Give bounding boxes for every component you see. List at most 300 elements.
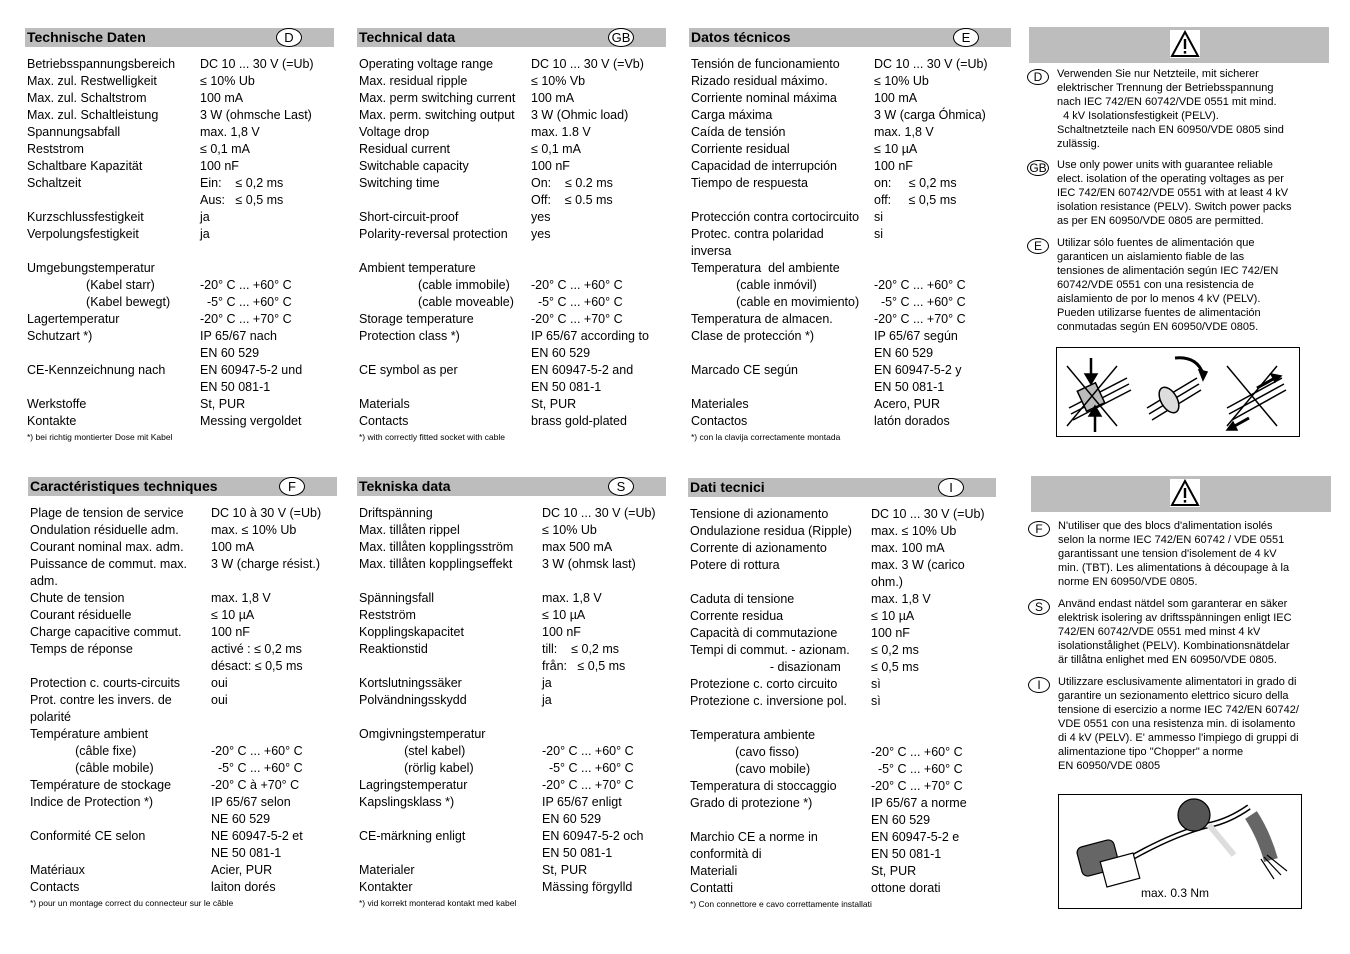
warning-text <box>1058 597 1292 667</box>
spec-label: CE symbol as per <box>359 363 458 377</box>
spec-row <box>357 777 666 794</box>
spec-row <box>357 811 666 828</box>
spec-value: sì <box>871 677 881 691</box>
warning-line: 60742/VDE 0551 con una resistencia de <box>1057 279 1254 291</box>
warning-line: tensiones de alimentación según IEC 742/EN <box>1057 265 1279 277</box>
spec-row <box>28 743 337 760</box>
spec-row <box>689 243 1011 260</box>
spec-value: ≤ 0,2 ms <box>871 643 919 657</box>
spec-row <box>28 556 337 573</box>
warning-line: IEC 742/EN 60742/VDE 0551 with at least 4 kV <box>1057 187 1289 199</box>
spec-value: EN 60947-5-2 and <box>531 363 634 377</box>
spec-value: latón dorados <box>874 414 950 428</box>
spec-label: Max. zul. Restwelligkeit <box>27 74 157 88</box>
spec-label: (cavo fisso) <box>690 745 800 759</box>
spec-row <box>689 379 1011 396</box>
spec-label: Kapslingsklass *) <box>359 795 455 809</box>
spec-value: -5° C ... +60° C <box>542 761 634 775</box>
warning-line: 4 kV Isolationsfestigkeit (PELV). <box>1057 110 1219 122</box>
spec-value: 100 nF <box>542 625 581 639</box>
spec-row <box>357 158 666 175</box>
spec-label: CE-Kennzeichnung nach <box>27 363 166 377</box>
spec-row <box>25 90 334 107</box>
spec-row <box>25 175 334 192</box>
spec-row <box>28 862 337 879</box>
spec-label: polarité <box>30 710 71 724</box>
spec-label: Kopplingskapacitet <box>359 625 464 639</box>
warning-line: isolationstålighet (PELV). Kombinationsnätdelar <box>1058 640 1290 652</box>
warning-line: Utilizar sólo fuentes de alimentación que <box>1057 237 1255 249</box>
section-caracteristiques-techniques <box>28 477 337 909</box>
spec-row <box>28 777 337 794</box>
spec-value: Ein: ≤ 0,2 ms <box>200 176 284 190</box>
spec-row <box>688 693 996 710</box>
spec-label: Courant nominal max. adm. <box>30 540 184 554</box>
warning-header-top <box>1029 27 1329 63</box>
spec-value: till: ≤ 0,2 ms <box>542 642 620 656</box>
spec-label: Restström <box>359 608 416 622</box>
spec-label: Spänningsfall <box>359 591 435 605</box>
spec-label: - disazionam <box>690 660 841 674</box>
spec-label: Materials <box>359 397 410 411</box>
spec-value: max. 1,8 V <box>200 125 260 139</box>
spec-row <box>689 175 1011 192</box>
spec-value: oui <box>211 693 228 707</box>
language-badge: E <box>1027 238 1049 254</box>
spec-value: 100 nF <box>211 625 250 639</box>
spec-value: -5° C ... +60° C <box>874 295 966 309</box>
spec-row <box>689 90 1011 107</box>
warning-triangle-icon <box>1170 479 1200 507</box>
section-title: Dati tecnici <box>690 479 765 495</box>
section-header <box>357 477 666 496</box>
cable-handling-figure <box>1056 347 1300 437</box>
spec-row <box>688 557 996 574</box>
spec-value: -20° C ... +70° C <box>542 778 634 792</box>
spec-label: (cable inmóvil) <box>691 278 817 292</box>
spec-row <box>689 73 1011 90</box>
spec-label: Spannungsabfall <box>27 125 121 139</box>
spec-label: Tensión de funcionamiento <box>691 57 840 71</box>
spec-row <box>688 659 996 676</box>
spec-row <box>688 642 996 659</box>
spec-row <box>357 760 666 777</box>
spec-value: EN 60 529 <box>200 346 260 360</box>
warning-line: N'utiliser que des blocs d'alimentation isolés <box>1058 520 1273 532</box>
spec-label: (cable immobile) <box>359 278 510 292</box>
warning-line: elect. isolation of the operating voltages as per <box>1057 173 1284 185</box>
spec-row <box>357 828 666 845</box>
spec-value: -20° C ... +70° C <box>874 312 966 326</box>
spec-row <box>688 676 996 693</box>
spec-row <box>689 277 1011 294</box>
spec-value: NE 60 529 <box>211 812 271 826</box>
spec-row <box>688 846 996 863</box>
spec-label: Puissance de commut. max. <box>30 557 188 571</box>
spec-label: Capacidad de interrupción <box>691 159 837 173</box>
warning-line: di 4 kV (PELV). E' ammesso l'impiego di gruppi di <box>1058 732 1299 744</box>
spec-row <box>357 124 666 141</box>
warning-line: tensione di esercizio a norme IEC 742/EN 60742/ <box>1058 704 1299 716</box>
spec-label: Max. tillåten rippel <box>359 523 460 537</box>
spec-row <box>357 260 666 277</box>
spec-value: si <box>874 227 884 241</box>
spec-value: EN 60947-5-2 y <box>874 363 962 377</box>
spec-value: 3 W (Ohmic load) <box>531 108 629 122</box>
spec-label: Protection c. courts-circuits <box>30 676 181 690</box>
spec-value: 3 W (ohmsk last) <box>542 557 636 571</box>
spec-label: (Kabel starr) <box>27 278 155 292</box>
spec-value: max. 1,8 V <box>874 125 934 139</box>
spec-value: 100 nF <box>531 159 570 173</box>
spec-row <box>25 56 334 73</box>
warning-line: Utilizzare esclusivamente alimentatori in grado di <box>1058 676 1297 688</box>
spec-row <box>688 710 996 727</box>
spec-label: Storage temperature <box>359 312 474 326</box>
spec-row <box>28 573 337 590</box>
warning-line: garantire un sezionamento elettrico sicuro della <box>1058 690 1289 702</box>
spec-row <box>25 362 334 379</box>
spec-row <box>28 828 337 845</box>
spec-value: St, PUR <box>531 397 577 411</box>
spec-value: EN 50 081-1 <box>542 846 613 860</box>
section-technische-daten <box>25 28 334 443</box>
spec-value: 100 nF <box>200 159 239 173</box>
spec-label: Lagringstemperatur <box>359 778 468 792</box>
spec-label: Betriebsspannungsbereich <box>27 57 176 71</box>
spec-row <box>688 506 996 523</box>
spec-label: Reaktionstid <box>359 642 428 656</box>
spec-row <box>357 692 666 709</box>
spec-label: Temperatura ambiente <box>690 728 816 742</box>
spec-value: EN 50 081-1 <box>871 847 942 861</box>
spec-label: Grado di protezione *) <box>690 796 813 810</box>
spec-label: Schutzart *) <box>27 329 93 343</box>
spec-row <box>28 607 337 624</box>
warning-line: Use only power units with guarantee reliable <box>1057 159 1273 171</box>
spec-label: Operating voltage range <box>359 57 494 71</box>
spec-value: IP 65/67 selon <box>211 795 291 809</box>
spec-row <box>25 192 334 209</box>
warning-line: elektrischer Trennung der Betriebsspannung <box>1057 82 1274 94</box>
spec-row <box>357 539 666 556</box>
spec-value: 3 W (carga Óhmica) <box>874 108 986 122</box>
spec-label: Werkstoffe <box>27 397 87 411</box>
spec-label: Max. tillåten kopplingsström <box>359 540 514 554</box>
spec-value: max. 3 W (carico <box>871 558 965 572</box>
spec-label: Potere di rottura <box>690 558 780 572</box>
section-header <box>28 477 337 496</box>
spec-value: brass gold-plated <box>531 414 627 428</box>
warning-line: isolation resistance (PELV). Switch power packs <box>1057 201 1292 213</box>
section-dati-tecnici <box>688 478 996 910</box>
spec-row <box>688 727 996 744</box>
spec-row <box>28 794 337 811</box>
spec-row <box>357 175 666 192</box>
warning-line: Schaltnetzteile nach EN 60950/VDE 0805 sind <box>1057 124 1284 136</box>
spec-label: Tempi di commut. - azionam. <box>690 643 850 657</box>
spec-row <box>25 311 334 328</box>
spec-row <box>357 794 666 811</box>
spec-label: Voltage drop <box>359 125 430 139</box>
warning-line: är tillåtna enlighet med EN 60950/VDE 0805. <box>1058 654 1277 666</box>
spec-label: Corrente residua <box>690 609 784 623</box>
spec-value: Aus: ≤ 0,5 ms <box>200 193 284 207</box>
spec-label: Materialer <box>359 863 415 877</box>
spec-value: -5° C ... +60° C <box>871 762 963 776</box>
spec-row <box>357 522 666 539</box>
spec-row <box>689 107 1011 124</box>
spec-label: Switching time <box>359 176 440 190</box>
section-title: Technical data <box>359 29 456 45</box>
spec-row <box>357 879 666 896</box>
spec-value: St, PUR <box>542 863 588 877</box>
spec-value: Acero, PUR <box>874 397 940 411</box>
spec-row <box>689 345 1011 362</box>
spec-value: ja <box>200 210 210 224</box>
spec-row <box>357 294 666 311</box>
spec-value: IP 65/67 enligt <box>542 795 622 809</box>
spec-label: (stel kabel) <box>359 744 466 758</box>
spec-row <box>25 124 334 141</box>
spec-row <box>25 73 334 90</box>
warning-triangle-icon <box>1170 30 1200 58</box>
spec-row <box>689 141 1011 158</box>
spec-value: IP 65/67 según <box>874 329 958 343</box>
spec-label: Switchable capacity <box>359 159 469 173</box>
spec-label: Tiempo de respuesta <box>691 176 808 190</box>
section-header <box>688 478 996 497</box>
spec-row <box>25 260 334 277</box>
spec-label: CE-märkning enligt <box>359 829 466 843</box>
spec-label: Conformité CE selon <box>30 829 146 843</box>
spec-value: EN 60 529 <box>871 813 931 827</box>
warning-line: 742/EN 60742/VDE 0551 med minst 4 kV <box>1058 626 1261 638</box>
spec-value: -20° C ... +70° C <box>531 312 623 326</box>
spec-label: Max. tillåten kopplingseffekt <box>359 557 513 571</box>
spec-label: Contacts <box>359 414 409 428</box>
spec-value: off: ≤ 0,5 ms <box>874 193 957 207</box>
spec-row <box>28 590 337 607</box>
spec-row <box>357 675 666 692</box>
spec-label: Polvändningsskydd <box>359 693 467 707</box>
spec-row <box>357 505 666 522</box>
warning-line: Verwenden Sie nur Netzteile, mit sicherer <box>1057 68 1259 80</box>
spec-row <box>25 209 334 226</box>
spec-value: sì <box>871 694 881 708</box>
spec-label: (cavo mobile) <box>690 762 811 776</box>
spec-value: EN 60947-5-2 och <box>542 829 644 843</box>
spec-row <box>28 539 337 556</box>
spec-label: Protection class *) <box>359 329 460 343</box>
footnote: *) bei richtig montierter Dose mit Kabel <box>27 432 173 442</box>
spec-value: Off: ≤ 0.5 ms <box>531 193 613 207</box>
spec-row <box>357 379 666 396</box>
section-title: Tekniska data <box>359 478 451 494</box>
spec-label: Max. zul. Schaltstrom <box>27 91 147 105</box>
spec-value: ja <box>542 676 552 690</box>
spec-row <box>25 345 334 362</box>
spec-row <box>28 760 337 777</box>
language-badge: S <box>608 477 634 496</box>
spec-value: désact: ≤ 0,5 ms <box>211 659 303 673</box>
spec-value: ≤ 0,1 mA <box>531 142 581 156</box>
spec-value: DC 10 ... 30 V (=Ub) <box>874 57 988 71</box>
spec-row <box>689 124 1011 141</box>
warning-text <box>1058 519 1289 589</box>
spec-value: ≤ 10% Ub <box>542 523 597 537</box>
spec-row <box>689 192 1011 209</box>
warning-line: nach IEC 742/EN 60742/VDE 0551 mit mind. <box>1057 96 1277 108</box>
footnote: *) Con connettore e cavo correttamente installati <box>690 899 872 909</box>
language-badge: S <box>1028 599 1050 615</box>
language-badge: F <box>279 477 305 496</box>
spec-label: Courant résiduelle <box>30 608 132 622</box>
warning-text <box>1057 67 1284 151</box>
spec-label: Prot. contre les invers. de <box>30 693 172 707</box>
spec-value: ≤ 10 µA <box>871 609 915 623</box>
spec-label: Corriente residual <box>691 142 790 156</box>
spec-row <box>357 243 666 260</box>
spec-label: Corriente nominal máxima <box>691 91 837 105</box>
warning-text <box>1058 675 1299 773</box>
footnote: *) with correctly fitted socket with cable <box>359 432 505 442</box>
spec-label: Max. perm. switching output <box>359 108 515 122</box>
spec-value: DC 10 ... 30 V (=Ub) <box>542 506 656 520</box>
spec-value: ja <box>542 693 552 707</box>
spec-label: Protec. contra polaridad <box>691 227 824 241</box>
spec-value: max. 1,8 V <box>542 591 602 605</box>
warning-line: VDE 0551 con una resistenza min. di isolamento <box>1058 718 1296 730</box>
spec-row <box>28 811 337 828</box>
section-header <box>357 28 666 47</box>
spec-row <box>357 590 666 607</box>
language-badge: I <box>938 478 964 497</box>
spec-label: Polarity-reversal protection <box>359 227 508 241</box>
spec-row <box>357 73 666 90</box>
spec-row <box>28 505 337 522</box>
spec-value: on: ≤ 0,2 ms <box>874 176 957 190</box>
spec-value: oui <box>211 676 228 690</box>
spec-row <box>689 226 1011 243</box>
spec-label: Carga máxima <box>691 108 773 122</box>
spec-value: DC 10 à 30 V (=Ub) <box>211 506 322 520</box>
spec-value: 100 mA <box>874 91 918 105</box>
spec-label: Kontakte <box>27 414 77 428</box>
spec-label: adm. <box>30 574 58 588</box>
spec-row <box>689 413 1011 430</box>
warning-line: Pueden utilizarse fuentes de alimentación <box>1057 307 1261 319</box>
warning-line: min. (TBT). Les alimentations à découpage à la <box>1058 562 1290 574</box>
spec-label: Protección contra cortocircuito <box>691 210 860 224</box>
spec-label: Rizado residual máximo. <box>691 74 828 88</box>
spec-value: -20° C à +70° C <box>211 778 300 792</box>
spec-value: ≤ 10% Ub <box>200 74 255 88</box>
spec-value: EN 60 529 <box>874 346 934 360</box>
spec-row <box>688 523 996 540</box>
spec-value: EN 60947-5-2 e <box>871 830 960 844</box>
spec-row <box>689 396 1011 413</box>
spec-label: Max. zul. Schaltleistung <box>27 108 159 122</box>
section-datos-tecnicos <box>689 28 1011 443</box>
spec-value: EN 50 081-1 <box>200 380 271 394</box>
spec-row <box>357 556 666 573</box>
spec-value: activé : ≤ 0,2 ms <box>211 642 302 656</box>
spec-label: Contacts <box>30 880 80 894</box>
language-badge: I <box>1028 677 1050 693</box>
spec-value: max. 100 mA <box>871 541 945 555</box>
spec-value: -5° C ... +60° C <box>211 761 303 775</box>
spec-value: 100 mA <box>211 540 255 554</box>
spec-row <box>25 226 334 243</box>
spec-label: Contactos <box>691 414 748 428</box>
spec-row <box>25 396 334 413</box>
spec-row <box>688 812 996 829</box>
spec-value: IP 65/67 according to <box>531 329 649 343</box>
spec-label: Caduta di tensione <box>690 592 795 606</box>
footnote: *) con la clavija correctamente montada <box>691 432 841 442</box>
spec-value: ≤ 10% Ub <box>874 74 929 88</box>
spec-value: NE 50 081-1 <box>211 846 282 860</box>
warning-line: Använd endast nätdel som garanterar en säker <box>1058 598 1288 610</box>
spec-label: Materiali <box>690 864 738 878</box>
spec-value: EN 50 081-1 <box>874 380 945 394</box>
spec-row <box>357 192 666 209</box>
warning-line: EN 60950/VDE 0805 <box>1058 760 1161 772</box>
spec-label: Reststrom <box>27 142 84 156</box>
spec-value: ≤ 0,5 ms <box>871 660 919 674</box>
spec-value: -20° C ... +70° C <box>871 779 963 793</box>
spec-value: max. 1,8 V <box>871 592 931 606</box>
section-header <box>689 28 1011 47</box>
spec-label: conformità di <box>690 847 762 861</box>
section-header <box>25 28 334 47</box>
spec-label: Materiales <box>691 397 749 411</box>
language-badge: F <box>1028 521 1050 537</box>
spec-row <box>689 362 1011 379</box>
spec-label: inversa <box>691 244 732 258</box>
spec-label: (rörlig kabel) <box>359 761 474 775</box>
spec-row <box>689 209 1011 226</box>
spec-row <box>357 90 666 107</box>
warning-text <box>1057 158 1292 228</box>
spec-value: EN 60947-5-2 und <box>200 363 303 377</box>
spec-value: si <box>874 210 884 224</box>
spec-value: 3 W (charge résist.) <box>211 557 321 571</box>
spec-label: Plage de tension de service <box>30 506 184 520</box>
spec-label: Ondulazione residua (Ripple) <box>690 524 852 538</box>
spec-value: -20° C ... +60° C <box>531 278 623 292</box>
spec-label: Tensione di azionamento <box>690 507 829 521</box>
spec-label: (câble mobile) <box>30 761 154 775</box>
spec-label: (cable en movimiento) <box>691 295 860 309</box>
spec-label: Umgebungstemperatur <box>27 261 155 275</box>
spec-label: Temps de réponse <box>30 642 133 656</box>
spec-value: EN 50 081-1 <box>531 380 602 394</box>
spec-row <box>28 641 337 658</box>
spec-row <box>357 141 666 158</box>
spec-value: ≤ 10 µA <box>542 608 586 622</box>
spec-row <box>688 778 996 795</box>
spec-value: EN 60 529 <box>542 812 602 826</box>
warning-line: garanticen un aislamiento fiable de las <box>1057 251 1245 263</box>
spec-value: -20° C ... +60° C <box>871 745 963 759</box>
spec-label: Verpolungsfestigkeit <box>27 227 139 241</box>
spec-row <box>357 396 666 413</box>
spec-row <box>357 845 666 862</box>
spec-row <box>357 862 666 879</box>
warning-text <box>1057 236 1278 334</box>
